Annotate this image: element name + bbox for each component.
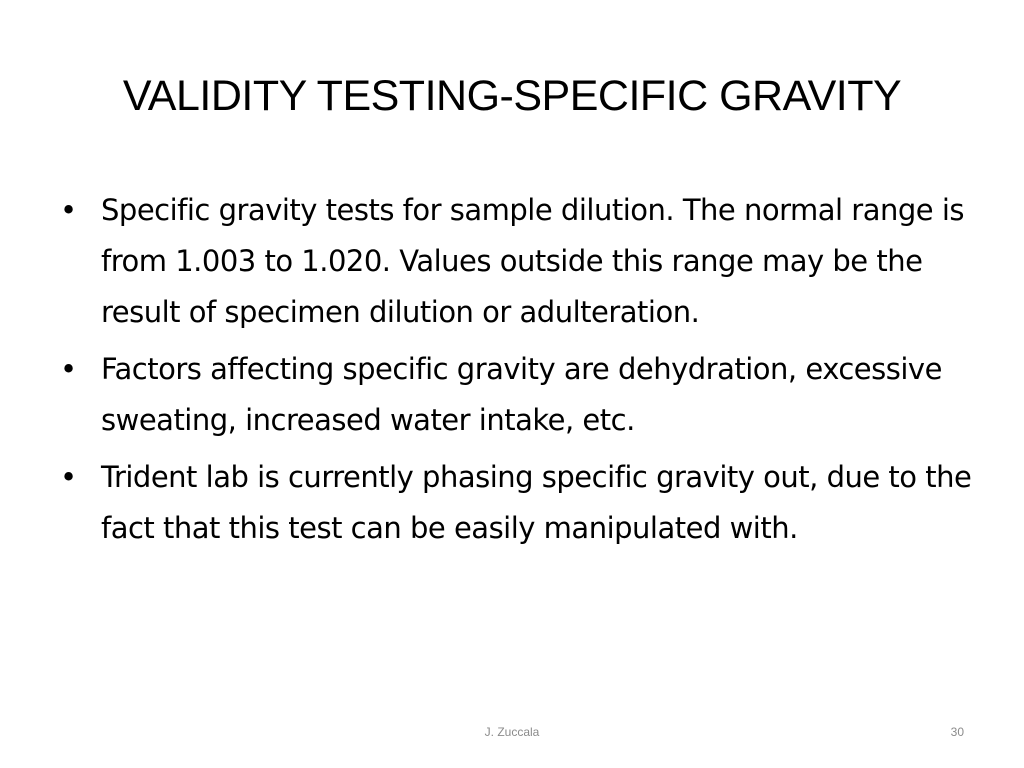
bullet-marker: • (60, 460, 77, 494)
bullet-item (60, 185, 990, 338)
footer-author: J. Zuccala (484, 725, 540, 739)
bullet-item (60, 344, 990, 446)
bullet-text: Trident lab is currently phasing specific gravity out, due to the fact that this test can be easily manipulated with. (101, 460, 972, 545)
bullet-marker: • (60, 352, 77, 386)
bullet-list (60, 185, 990, 560)
slide-title: VALIDITY TESTING-SPECIFIC GRAVITY (122, 72, 902, 120)
bullet-text: Factors affecting specific gravity are dehydration, excessive sweating, increased water intake, etc. (101, 352, 942, 437)
bullet-marker: • (60, 193, 77, 227)
page-number: 30 (950, 725, 964, 739)
bullet-text: Specific gravity tests for sample dilution. The normal range is from 1.003 to 1.020. Values outside this range may be the result of specimen dilution or adulteration. (101, 193, 965, 329)
bullet-item (60, 452, 990, 554)
